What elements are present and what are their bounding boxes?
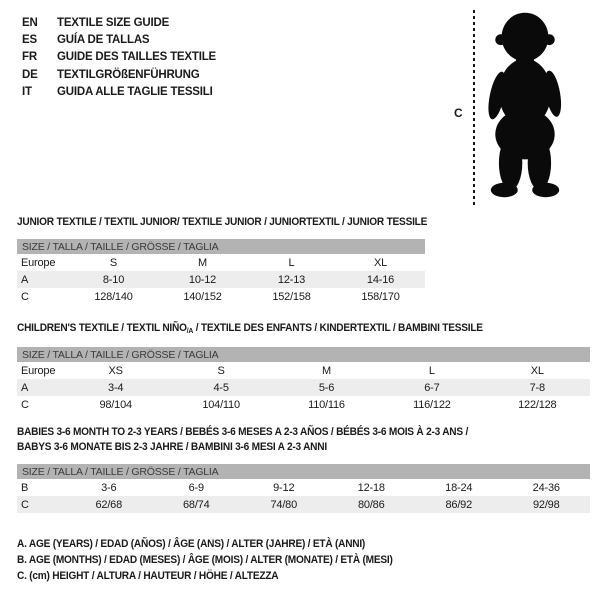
height-letter-label: C	[454, 106, 463, 120]
baby-silhouette-icon	[480, 10, 570, 208]
value-cell: 3-6	[101, 481, 117, 494]
value-cell: 6-7	[424, 381, 440, 394]
language-row-en	[22, 14, 216, 31]
children-age-row	[17, 379, 590, 396]
row-label: Europe	[21, 256, 56, 269]
size-cell: S	[217, 364, 225, 377]
language-code: DE	[22, 68, 38, 81]
legend-line-a: A. AGE (YEARS) / EDAD (AÑOS) / ÂGE (ANS) / ALTER (JAHRE) / ETÀ (ANNI)	[17, 538, 366, 550]
row-label: A	[21, 381, 29, 394]
value-cell: 80/86	[357, 498, 385, 511]
value-cell: 7-8	[529, 381, 545, 394]
children-height-row	[17, 396, 590, 413]
language-title: TEXTILGRÖßENFÜHRUNG	[57, 68, 200, 81]
children-title-post: / TEXTILE DES ENFANTS / KINDERTEXTIL / BAMBINI TESSILE	[193, 322, 483, 334]
row-label: C	[21, 498, 29, 511]
legend-line-c: C. (cm) HEIGHT / ALTURA / HAUTEUR / HÖHE / ALTEZZA	[17, 570, 279, 582]
row-label: B	[21, 481, 29, 494]
value-cell: 18-24	[445, 481, 473, 494]
size-cell: L	[288, 256, 295, 269]
value-cell: 98/104	[99, 398, 132, 411]
value-cell: 128/140	[94, 290, 133, 303]
row-label: C	[21, 290, 29, 303]
children-title-pre: CHILDREN'S TEXTILE / TEXTIL NIÑO	[17, 322, 187, 334]
children-europe-row	[17, 362, 590, 379]
children-size-table	[17, 347, 590, 413]
babies-size-table	[17, 464, 590, 513]
language-code: FR	[22, 51, 37, 64]
row-label: C	[21, 398, 29, 411]
children-title-subscript: /A	[186, 326, 194, 335]
row-label: A	[21, 273, 29, 286]
junior-age-row	[17, 271, 425, 288]
language-title: GUIDA ALLE TAGLIE TESSILI	[57, 86, 213, 99]
value-cell: 10-12	[188, 273, 217, 286]
language-title-block	[22, 14, 216, 101]
babies-height-row	[17, 496, 590, 513]
size-cell: XL	[373, 256, 388, 269]
value-cell: 4-5	[213, 381, 229, 394]
language-title: TEXTILE SIZE GUIDE	[57, 16, 170, 29]
value-cell: 92/98	[532, 498, 560, 511]
value-cell: 86/92	[445, 498, 473, 511]
language-row-es	[22, 31, 216, 48]
height-measure-dashed-line	[473, 10, 475, 208]
language-title: GUÍA DE TALLAS	[57, 34, 150, 47]
value-cell: 12-18	[357, 481, 385, 494]
junior-table-header-bar: SIZE / TALLA / TAILLE / GRÖSSE / TAGLIA	[17, 239, 425, 254]
row-label: Europe	[21, 364, 56, 377]
junior-europe-row	[17, 254, 425, 271]
value-cell: 110/116	[308, 398, 345, 411]
value-cell: 122/128	[518, 398, 557, 411]
value-cell: 3-4	[108, 381, 124, 394]
size-cell: XL	[530, 364, 544, 377]
size-cell: S	[109, 256, 118, 269]
junior-size-table	[17, 239, 425, 305]
value-cell: 24-36	[532, 481, 560, 494]
children-section-title	[17, 322, 483, 334]
babies-title-line1: BABIES 3-6 MONTH TO 2-3 YEARS / BEBÉS 3-6 MESES A 2-3 AÑOS / BÉBÉS 3-6 MOIS À 2-3 ANS /	[17, 426, 469, 438]
height-figure	[452, 8, 587, 212]
value-cell: 9-12	[273, 481, 295, 494]
language-code: EN	[22, 16, 38, 29]
value-cell: 62/68	[95, 498, 123, 511]
language-row-it	[22, 84, 216, 101]
size-cell: M	[198, 256, 207, 269]
junior-height-row	[17, 288, 425, 305]
language-code: ES	[22, 34, 37, 47]
babies-title-line2: BABYS 3-6 MONATE BIS 2-3 JAHRE / BAMBINI 3-6 MESI A 2-3 ANNI	[17, 441, 327, 453]
value-cell: 8-10	[102, 273, 125, 286]
babies-age-row	[17, 479, 590, 496]
value-cell: 74/80	[270, 498, 298, 511]
value-cell: 158/170	[361, 290, 400, 303]
value-cell: 68/74	[182, 498, 210, 511]
measurement-legend	[17, 536, 425, 584]
value-cell: 6-9	[188, 481, 204, 494]
value-cell: 5-6	[318, 381, 335, 394]
language-code: IT	[22, 86, 32, 99]
size-cell: XS	[108, 364, 123, 377]
children-table-header-bar: SIZE / TALLA / TAILLE / GRÖSSE / TAGLIA	[17, 347, 590, 362]
babies-section-title	[17, 425, 468, 455]
junior-section-title: JUNIOR TEXTILE / TEXTIL JUNIOR/ TEXTILE JUNIOR / JUNIORTEXTIL / JUNIOR TESSILE	[17, 216, 428, 228]
size-cell: M	[322, 364, 331, 377]
language-row-fr	[22, 49, 216, 66]
value-cell: 14-16	[366, 273, 395, 286]
language-title: GUIDE DES TAILLES TEXTILE	[57, 51, 216, 64]
legend-line-b: B. AGE (MONTHS) / EDAD (MESES) / ÂGE (MOIS) / ALTER (MONATE) / ETÀ (MESI)	[17, 554, 393, 566]
value-cell: 140/152	[183, 290, 222, 303]
value-cell: 104/110	[202, 398, 240, 411]
babies-table-header-bar: SIZE / TALLA / TAILLE / GRÖSSE / TAGLIA	[17, 464, 590, 479]
value-cell: 116/122	[413, 398, 451, 411]
value-cell: 152/158	[272, 290, 311, 303]
size-cell: L	[428, 364, 435, 377]
language-row-de	[22, 66, 216, 83]
value-cell: 12-13	[277, 273, 306, 286]
